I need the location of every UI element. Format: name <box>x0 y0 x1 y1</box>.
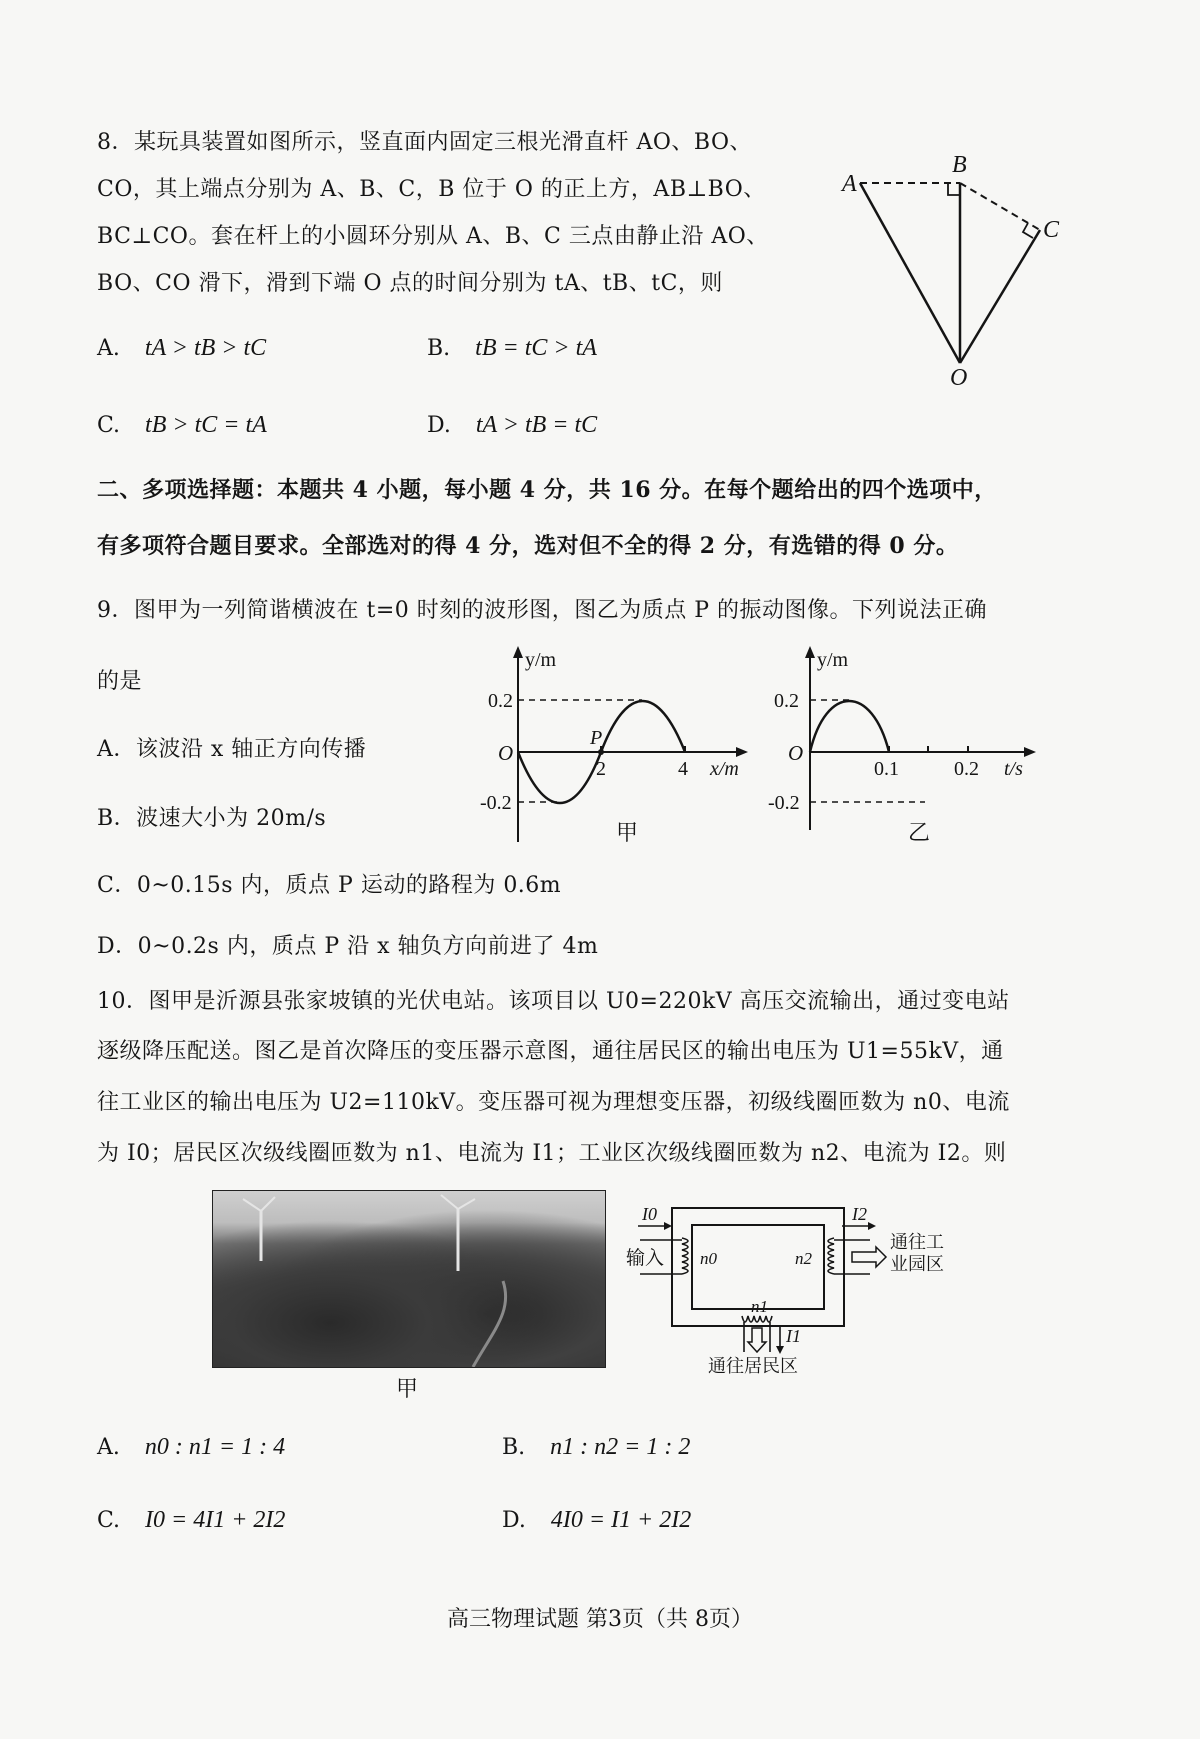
n0-label: n0 <box>700 1249 717 1268</box>
jia-xlabel: x/m <box>710 758 739 780</box>
q10-option-b-text: n1 : n2 = 1 : 2 <box>550 1434 691 1460</box>
q9-option-d: D．0~0.2s 内，质点 P 沿 x 轴负方向前进了 4m <box>97 934 599 959</box>
q10-option-c <box>97 1505 285 1536</box>
right-angle-c <box>1023 223 1033 238</box>
jia-xtick-2: 2 <box>596 758 606 780</box>
q9-line-1: 9．图甲为一列简谐横波在 t=0 时刻的波形图，图乙为质点 P 的振动图像。下列说法正确 <box>97 598 988 623</box>
label-c: C <box>1043 217 1060 243</box>
jia-ylabel: y/m <box>525 649 557 671</box>
industry-coil <box>828 1238 870 1274</box>
residential-label: 通往居民区 <box>708 1356 798 1375</box>
yi-ytick-top: 0.2 <box>774 690 799 712</box>
q8-line-2: CO，其上端点分别为 A、B、C，B 位于 O 的正上方，AB⊥BO、 <box>97 177 766 202</box>
dashed-bc <box>960 183 1040 230</box>
right-angle-b <box>948 183 960 195</box>
q10-option-a <box>97 1432 285 1463</box>
q10-option-d-text: 4I0 = I1 + 2I2 <box>550 1507 692 1533</box>
q8-line-1: 8．某玩具装置如图所示，竖直面内固定三根光滑直杆 AO、BO、 <box>97 130 753 155</box>
q8-line-4: BO、CO 滑下，滑到下端 O 点的时间分别为 tA、tB、tC，则 <box>97 271 723 296</box>
industry-label-2: 业园区 <box>890 1254 944 1274</box>
yi-x-arrow <box>1024 747 1036 757</box>
i0-arrow-head <box>664 1222 672 1230</box>
photo-caption: 甲 <box>396 1377 419 1402</box>
jia-ytick-bottom: -0.2 <box>480 792 512 814</box>
yi-y-arrow <box>805 646 815 658</box>
i0-label: I0 <box>642 1204 657 1224</box>
label-o: O <box>950 365 968 391</box>
jia-point-label: P <box>590 727 603 749</box>
page-footer: 高三物理试题 第3页（共 8页） <box>447 1607 753 1632</box>
i2-arrow-head <box>868 1222 876 1230</box>
q9-line-2: 的是 <box>97 669 143 694</box>
q10-option-d-letter: D. <box>502 1508 526 1533</box>
yi-ytick-bottom: -0.2 <box>768 792 800 814</box>
wind-turbines <box>213 1191 605 1367</box>
q10-option-a-text: n0 : n1 = 1 : 4 <box>144 1434 286 1460</box>
q8-option-c <box>97 410 267 441</box>
q10-line-4: 为 I0；居民区次级线圈匝数为 n1、电流为 I1；工业区次级线圈匝数为 n2、电流为 I2。则 <box>97 1141 1007 1166</box>
q8-option-b <box>427 333 597 364</box>
yi-ylabel: y/m <box>817 649 849 671</box>
i1-arrow-head <box>776 1346 784 1354</box>
q10-option-b-letter: B. <box>502 1435 526 1460</box>
q8-option-d <box>427 410 597 441</box>
label-a: A <box>842 171 857 197</box>
jia-y-arrow <box>513 646 523 658</box>
vibration-graph-yi <box>762 642 1042 852</box>
q8-line-3: BC⊥CO。套在杆上的小圆环分别从 A、B、C 三点由静止沿 AO、 <box>97 224 769 249</box>
q8-option-a-letter: A. <box>97 336 120 361</box>
jia-xtick-4: 4 <box>678 758 688 780</box>
q10-option-c-text: I0 = 4I1 + 2I2 <box>145 1507 286 1533</box>
yi-xlabel: t/s <box>1004 758 1023 780</box>
q10-line-2: 逐级降压配送。图乙是首次降压的变压器示意图，通往居民区的输出电压为 U1=55kV，通 <box>97 1039 1004 1064</box>
q9-option-a: A．该波沿 x 轴正方向传播 <box>97 737 367 762</box>
jia-x-arrow <box>736 747 748 757</box>
jia-ytick-top: 0.2 <box>488 690 513 712</box>
i1-label: I1 <box>786 1326 801 1346</box>
q10-option-a-letter: A. <box>97 1435 120 1460</box>
jia-caption: 甲 <box>616 820 639 845</box>
rod-co <box>960 230 1040 363</box>
q8-option-b-letter: B. <box>427 336 451 361</box>
jia-point-p <box>598 749 604 755</box>
yi-origin: O <box>788 741 804 765</box>
q10-line-1: 10．图甲是沂源县张家坡镇的光伏电站。该项目以 U0=220kV 高压交流输出，通过变电站 <box>97 989 1010 1014</box>
yi-xtick-02: 0.2 <box>954 758 979 780</box>
industry-label-1: 通往工 <box>890 1232 944 1252</box>
q8-option-c-letter: C. <box>97 413 121 438</box>
q10-option-d <box>502 1505 691 1536</box>
q8-option-d-letter: D. <box>427 413 451 438</box>
q8-option-d-text: tA > tB = tC <box>475 412 598 438</box>
q8-option-c-text: tB > tC = tA <box>145 412 267 438</box>
q8-option-a-text: tA > tB > tC <box>144 335 267 361</box>
yi-xtick-01: 0.1 <box>874 758 899 780</box>
q10-line-3: 往工业区的输出电压为 U2=110kV。变压器可视为理想变压器，初级线圈匝数为 n0、电流 <box>97 1090 1010 1115</box>
yi-caption: 乙 <box>908 820 931 845</box>
q9-option-c: C．0~0.15s 内，质点 P 运动的路程为 0.6m <box>97 873 562 898</box>
q8-rod-figure <box>830 145 1060 395</box>
label-b: B <box>952 152 967 178</box>
transformer-diagram <box>620 1200 950 1375</box>
section2-line-1: 二、多项选择题：本题共 4 小题，每小题 4 分，共 16 分。在每个题给出的四个选项中， <box>97 477 997 503</box>
n1-label: n1 <box>751 1297 768 1316</box>
q10-option-b <box>502 1432 690 1463</box>
rod-ao <box>860 183 960 363</box>
section2-line-2: 有多项符合题目要求。全部选对的得 4 分，选对但不全的得 2 分，有选错的得 0 分。 <box>97 533 959 559</box>
q8-option-b-text: tB = tC > tA <box>475 335 597 361</box>
industry-output-arrow <box>852 1247 886 1267</box>
q8-option-a <box>97 333 266 364</box>
jia-origin: O <box>498 741 514 765</box>
i2-label: I2 <box>852 1204 867 1224</box>
wave-graph-jia <box>470 642 760 852</box>
input-label: 输入 <box>626 1248 665 1269</box>
n2-label: n2 <box>795 1249 812 1268</box>
solar-station-photo <box>212 1190 606 1368</box>
yi-vibration-curve <box>810 701 889 752</box>
residential-output-arrow <box>748 1328 766 1352</box>
q10-option-c-letter: C. <box>97 1508 121 1533</box>
q9-option-b: B．波速大小为 20m/s <box>97 806 327 831</box>
residential-coil <box>742 1316 772 1352</box>
